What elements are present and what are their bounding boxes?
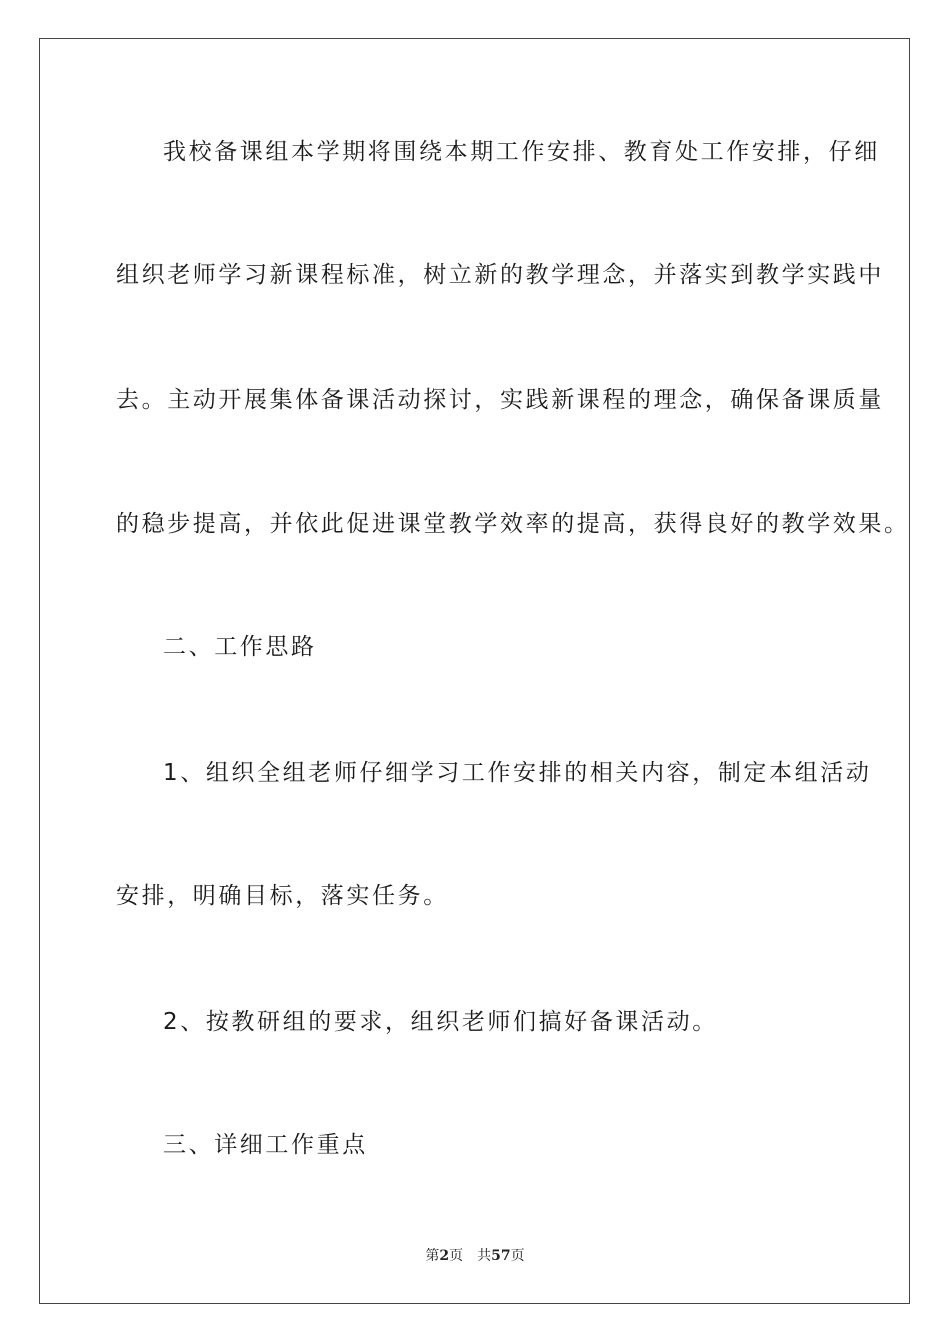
list-item-2: 2、按教研组的要求，组织老师们搞好备课活动。 xyxy=(163,1009,718,1035)
list-item-1-line-1: 1、组织全组老师仔细学习工作安排的相关内容，制定本组活动 xyxy=(163,760,872,786)
footer-total-prefix: 共 xyxy=(477,1248,492,1264)
footer-page-number: 2 xyxy=(439,1248,450,1264)
list-item-1-line-2: 安排，明确目标，落实任务。 xyxy=(116,883,449,909)
section-heading-key-work: 三、详细工作重点 xyxy=(163,1132,368,1158)
paragraph-line-3: 去。主动开展集体备课活动探讨，实践新课程的理念，确保备课质量 xyxy=(116,387,884,413)
paragraph-line-4: 的稳步提高，并依此促进课堂教学效率的提高，获得良好的教学效果。 xyxy=(116,511,910,537)
footer-page-suffix: 页 xyxy=(449,1248,464,1264)
page-footer xyxy=(0,1246,950,1266)
footer-page-prefix: 第 xyxy=(425,1248,440,1264)
footer-total-suffix: 页 xyxy=(510,1248,525,1264)
paragraph-line-2: 组织老师学习新课程标准，树立新的教学理念，并落实到教学实践中 xyxy=(116,262,884,288)
footer-total-number: 57 xyxy=(491,1248,511,1264)
page-frame xyxy=(39,38,910,1304)
paragraph-line-1: 我校备课组本学期将围绕本期工作安排、教育处工作安排，仔细 xyxy=(163,139,880,165)
section-heading-work-approach: 二、工作思路 xyxy=(163,634,317,660)
